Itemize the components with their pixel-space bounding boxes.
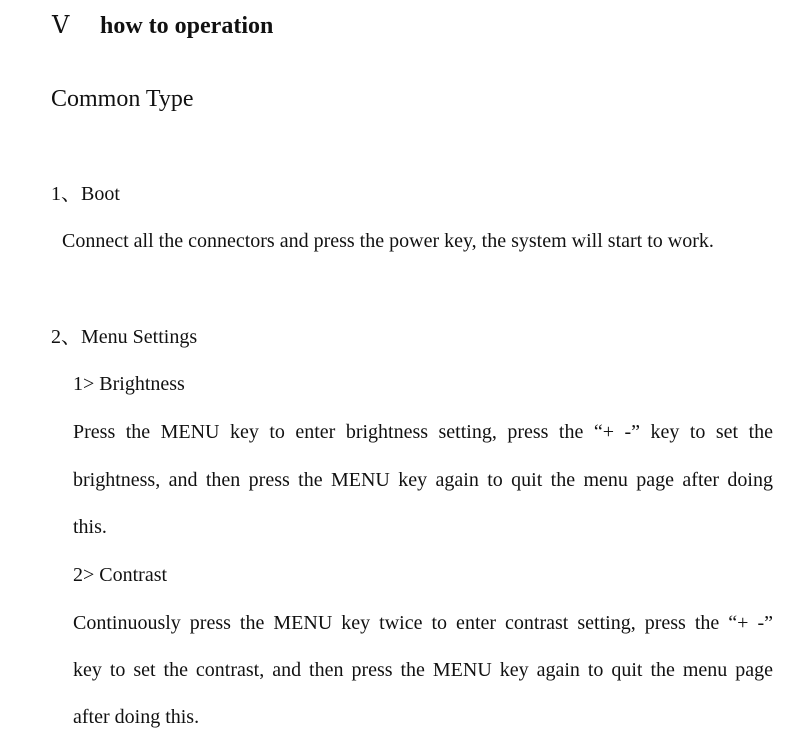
section-title <box>52 10 273 42</box>
brightness-heading: 1> Brightness <box>73 373 185 395</box>
brightness-line-3: this. <box>73 516 107 538</box>
contrast-heading: 2> Contrast <box>73 564 168 586</box>
boot-text: Connect all the connectors and press the power key, the system will start to work. <box>62 230 714 252</box>
subtitle: Common Type <box>51 86 194 112</box>
brightness-line-1: Press the MENU key to enter brightness setting, press the “+ -” key to set the <box>73 421 773 443</box>
boot-heading: 1、Boot <box>51 183 120 205</box>
contrast-line-2: key to set the contrast, and then press the MENU key again to quit the menu page <box>73 659 773 681</box>
brightness-line-2: brightness, and then press the MENU key again to quit the menu page after doing <box>73 469 773 491</box>
menu-settings-heading: 2、Menu Settings <box>51 326 198 348</box>
contrast-line-1: Continuously press the MENU key twice to enter contrast setting, press the “+ -” <box>73 612 773 634</box>
contrast-line-3: after doing this. <box>73 706 200 728</box>
section-numeral: Ⅴ <box>52 13 70 39</box>
section-title-text: how to operation <box>100 13 274 39</box>
